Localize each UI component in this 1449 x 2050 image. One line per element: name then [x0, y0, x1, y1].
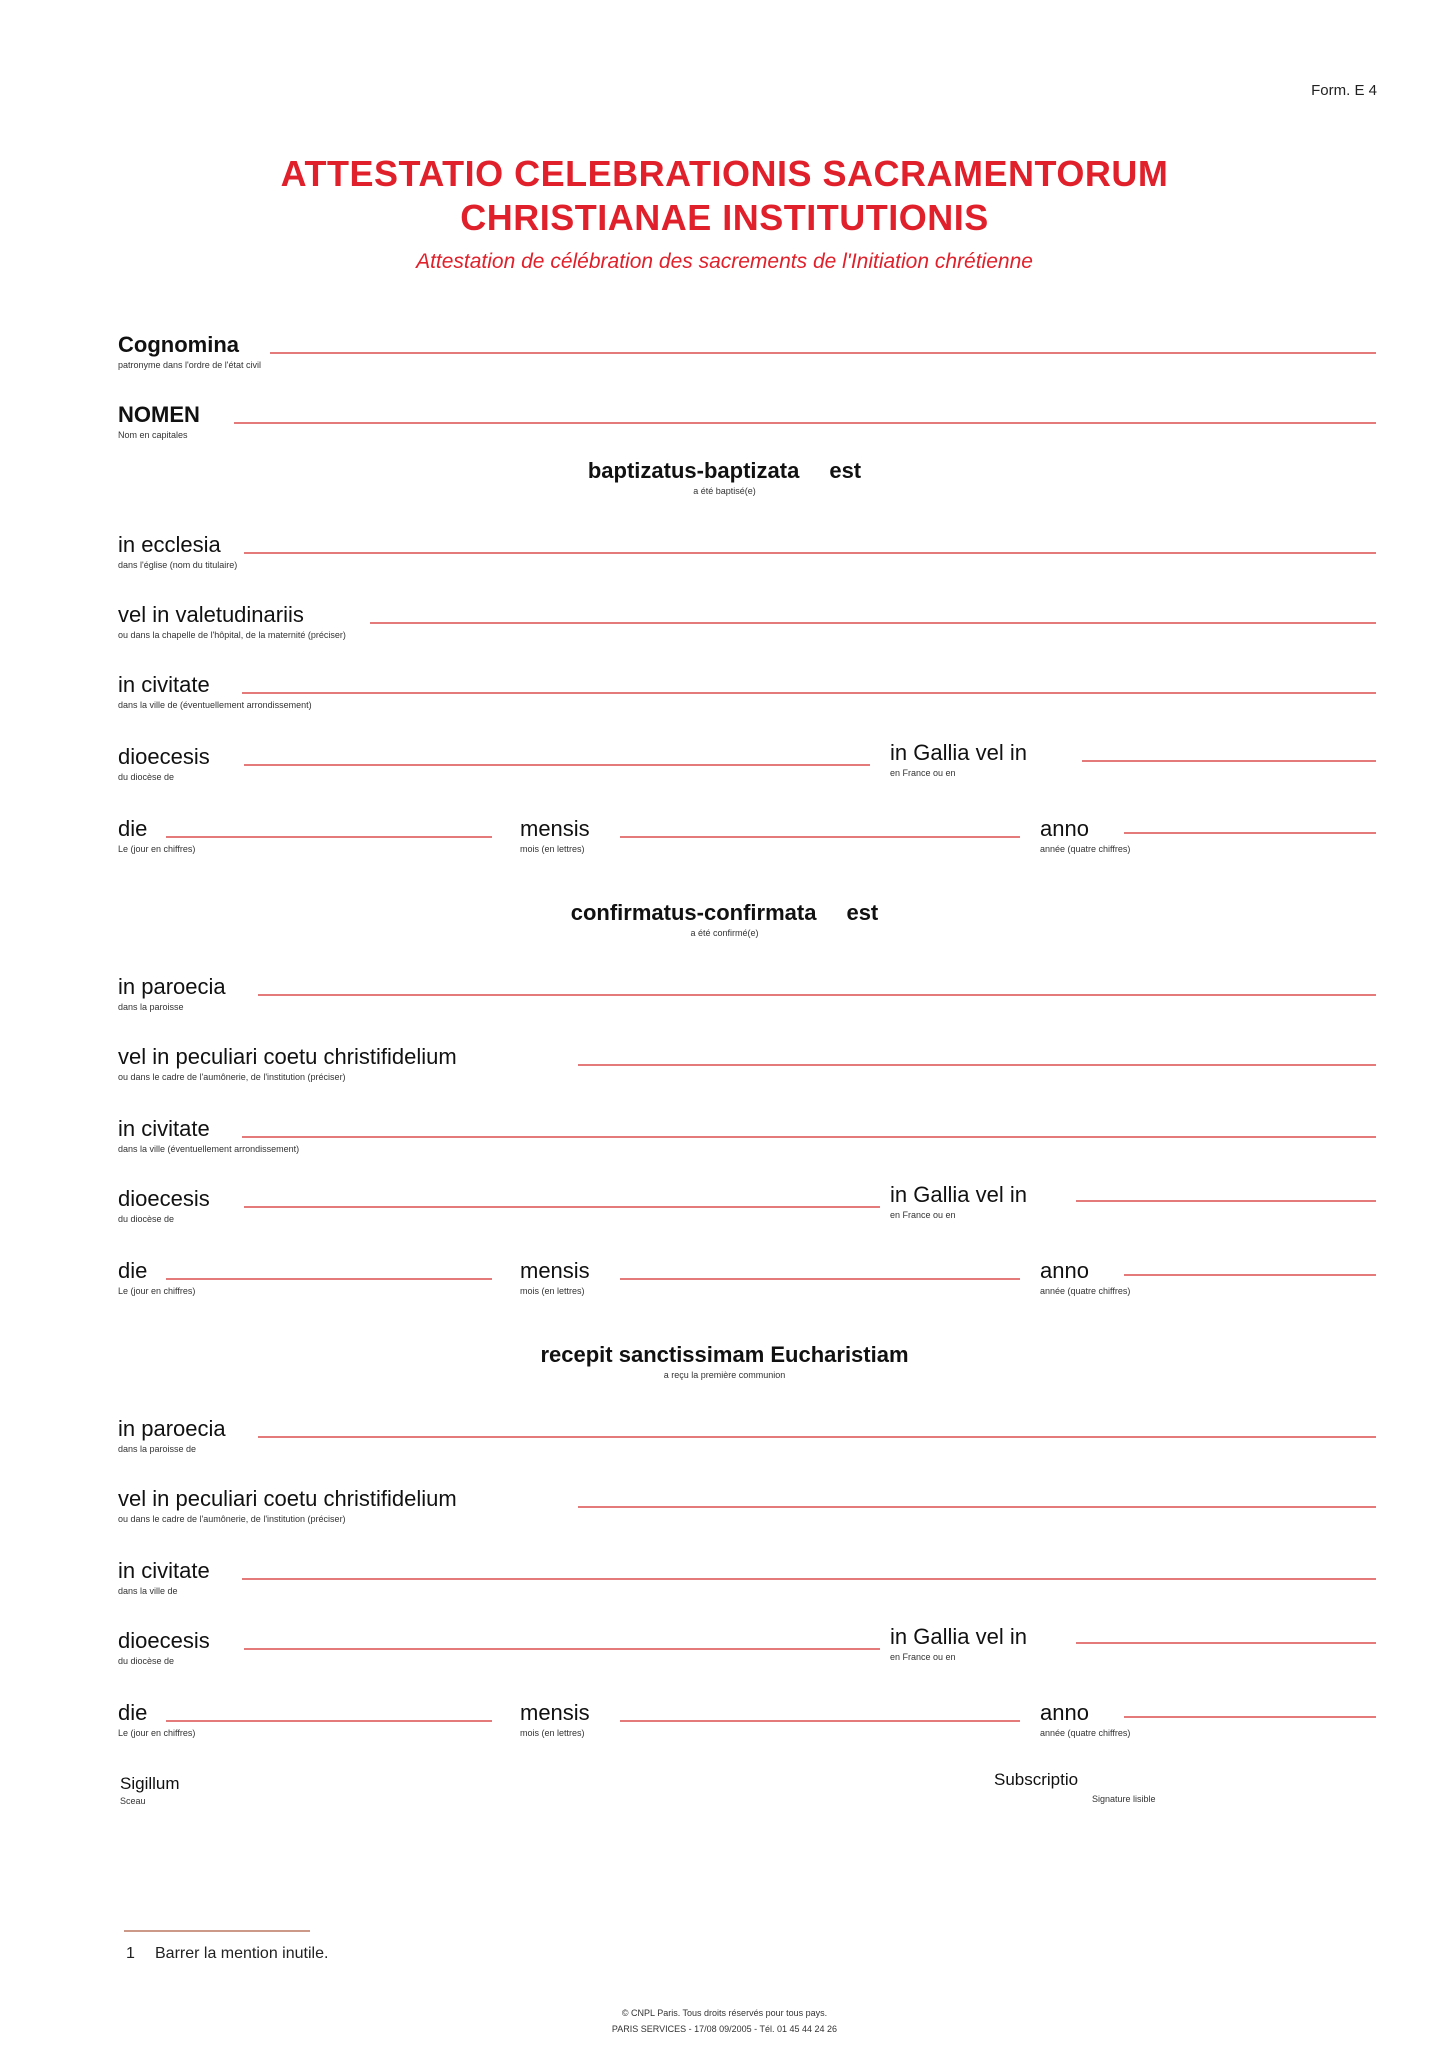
- nomen-label: NOMEN: [118, 402, 200, 427]
- baptism-die-field[interactable]: [166, 836, 492, 838]
- confirmation-die-label: die: [118, 1258, 148, 1283]
- eucharist-mensis-field[interactable]: [620, 1720, 1020, 1722]
- cognomina-label: Cognomina: [118, 332, 239, 357]
- eucharist-gallia-field[interactable]: [1076, 1642, 1376, 1644]
- footnote-text: Barrer la mention inutile.: [155, 1945, 329, 1962]
- baptism-anno-hint: année (quatre chiffres): [1040, 844, 1131, 854]
- eucharist-civitate-label: in civitate: [118, 1558, 210, 1583]
- confirmation-gallia-hint: en France ou en: [890, 1210, 956, 1220]
- confirmation-civitate-label: in civitate: [118, 1116, 210, 1141]
- eucharist-coetu-hint: ou dans le cadre de l'aumônerie, de l'institution (préciser): [118, 1514, 346, 1524]
- confirmation-anno-hint: année (quatre chiffres): [1040, 1286, 1131, 1296]
- eucharist-anno-hint: année (quatre chiffres): [1040, 1728, 1131, 1738]
- eucharist-paroecia-hint: dans la paroisse de: [118, 1444, 197, 1454]
- title-line-2: CHRISTIANAE INSTITUTIONIS: [460, 197, 989, 238]
- confirmation-paroecia-field[interactable]: [258, 994, 1376, 996]
- baptism-valetudinariis-hint: ou dans la chapelle de l'hôpital, de la maternité (préciser): [118, 630, 346, 640]
- eucharist-dioecesis-hint: du diocèse de: [118, 1656, 175, 1666]
- footer-printer: PARIS SERVICES - 17/08 09/2005 - Tél. 01 45 44 24 26: [611, 2024, 838, 2034]
- confirmation-gallia-field[interactable]: [1076, 1200, 1376, 1202]
- baptism-mensis-hint: mois (en lettres): [520, 844, 585, 854]
- baptism-ecclesia-hint: dans l'église (nom du titulaire): [118, 560, 238, 570]
- eucharist-anno-field[interactable]: [1124, 1716, 1376, 1718]
- baptism-valetudinariis-label: vel in valetudinariis: [118, 602, 304, 627]
- confirmation-anno-label: anno: [1040, 1258, 1089, 1283]
- eucharist-heading: recepit sanctissimam Eucharistiam: [540, 1342, 909, 1367]
- form-number: Form. E 4: [1311, 82, 1377, 99]
- confirmation-paroecia-hint: dans la paroisse: [118, 1002, 184, 1012]
- confirmation-heading-hint: a été confirmé(e): [690, 928, 759, 938]
- baptism-mensis-label: mensis: [520, 816, 590, 841]
- confirmation-civitate-field[interactable]: [242, 1136, 1376, 1138]
- baptism-anno-label: anno: [1040, 816, 1089, 841]
- baptism-anno-field[interactable]: [1124, 832, 1376, 834]
- baptism-gallia-label: in Gallia vel in: [890, 740, 1027, 765]
- baptism-civitate-field[interactable]: [242, 692, 1376, 694]
- baptism-ecclesia-field[interactable]: [244, 552, 1376, 554]
- eucharist-anno-label: anno: [1040, 1700, 1089, 1725]
- sigillum-label: Sigillum: [120, 1774, 180, 1793]
- confirmation-dioecesis-label: dioecesis: [118, 1186, 210, 1211]
- title-line-1: ATTESTATIO CELEBRATIONIS SACRAMENTORUM: [280, 153, 1169, 194]
- confirmation-coetu-label: vel in peculiari coetu christifidelium: [118, 1044, 457, 1069]
- confirmation-paroecia-label: in paroecia: [118, 974, 226, 999]
- eucharist-civitate-field[interactable]: [242, 1578, 1376, 1580]
- confirmation-mensis-hint: mois (en lettres): [520, 1286, 585, 1296]
- eucharist-dioecesis-field[interactable]: [244, 1648, 880, 1650]
- confirmation-dioecesis-hint: du diocèse de: [118, 1214, 175, 1224]
- eucharist-mensis-hint: mois (en lettres): [520, 1728, 585, 1738]
- confirmation-mensis-field[interactable]: [620, 1278, 1020, 1280]
- cognomina-field[interactable]: [270, 352, 1376, 354]
- eucharist-die-hint: Le (jour en chiffres): [118, 1728, 196, 1738]
- baptism-heading-hint: a été baptisé(e): [693, 486, 756, 496]
- confirmation-heading: confirmatus-confirmata est: [570, 900, 879, 925]
- sigillum-hint: Sceau: [120, 1796, 146, 1806]
- baptism-dioecesis-label: dioecesis: [118, 744, 210, 769]
- baptism-die-label: die: [118, 816, 148, 841]
- eucharist-gallia-hint: en France ou en: [890, 1652, 956, 1662]
- baptism-civitate-hint: dans la ville de (éventuellement arrondissement): [118, 700, 312, 710]
- subtitle: Attestation de célébration des sacrements de l'Initiation chrétienne: [416, 250, 1033, 273]
- footnote-number: 1: [126, 1945, 135, 1962]
- baptism-civitate-label: in civitate: [118, 672, 210, 697]
- eucharist-die-field[interactable]: [166, 1720, 492, 1722]
- baptism-ecclesia-label: in ecclesia: [118, 532, 221, 557]
- confirmation-civitate-hint: dans la ville (éventuellement arrondissement): [118, 1144, 300, 1154]
- baptism-valetudinariis-field[interactable]: [370, 622, 1376, 624]
- eucharist-paroecia-field[interactable]: [258, 1436, 1376, 1438]
- baptism-die-hint: Le (jour en chiffres): [118, 844, 196, 854]
- baptism-gallia-field[interactable]: [1082, 760, 1376, 762]
- baptism-dioecesis-field[interactable]: [244, 764, 870, 766]
- confirmation-dioecesis-field[interactable]: [244, 1206, 880, 1208]
- eucharist-gallia-label: in Gallia vel in: [890, 1624, 1027, 1649]
- eucharist-mensis-label: mensis: [520, 1700, 590, 1725]
- confirmation-gallia-label: in Gallia vel in: [890, 1182, 1027, 1207]
- nomen-hint: Nom en capitales: [118, 430, 188, 440]
- eucharist-die-label: die: [118, 1700, 148, 1725]
- confirmation-mensis-label: mensis: [520, 1258, 590, 1283]
- eucharist-coetu-label: vel in peculiari coetu christifidelium: [118, 1486, 457, 1511]
- subscriptio-label: Subscriptio: [994, 1770, 1079, 1789]
- baptism-heading: baptizatus-baptizata est: [587, 458, 862, 483]
- eucharist-civitate-hint: dans la ville de: [118, 1586, 178, 1596]
- eucharist-heading-hint: a reçu la première communion: [663, 1370, 786, 1380]
- nomen-field[interactable]: [234, 422, 1376, 424]
- confirmation-anno-field[interactable]: [1124, 1274, 1376, 1276]
- baptism-gallia-hint: en France ou en: [890, 768, 956, 778]
- confirmation-die-hint: Le (jour en chiffres): [118, 1286, 196, 1296]
- eucharist-paroecia-label: in paroecia: [118, 1416, 226, 1441]
- confirmation-coetu-hint: ou dans le cadre de l'aumônerie, de l'institution (préciser): [118, 1072, 346, 1082]
- baptism-dioecesis-hint: du diocèse de: [118, 772, 175, 782]
- cognomina-hint: patronyme dans l'ordre de l'état civil: [118, 360, 262, 370]
- eucharist-coetu-field[interactable]: [578, 1506, 1376, 1508]
- confirmation-coetu-field[interactable]: [578, 1064, 1376, 1066]
- eucharist-dioecesis-label: dioecesis: [118, 1628, 210, 1653]
- subscriptio-hint: Signature lisible: [1092, 1794, 1156, 1804]
- footnote-divider: [124, 1930, 310, 1932]
- baptism-mensis-field[interactable]: [620, 836, 1020, 838]
- footer-copyright: © CNPL Paris. Tous droits réservés pour tous pays.: [621, 2008, 828, 2018]
- confirmation-die-field[interactable]: [166, 1278, 492, 1280]
